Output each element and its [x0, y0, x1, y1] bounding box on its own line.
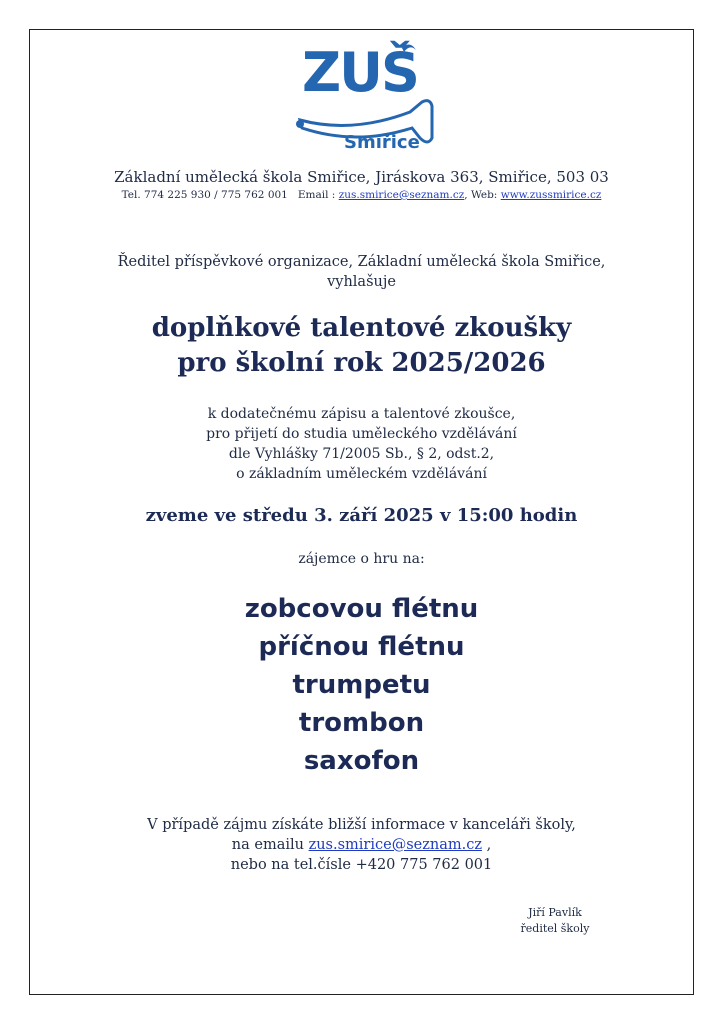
signature-block — [500, 905, 610, 937]
footer-line: nebo na tel.čísle +420 775 762 001 — [230, 857, 493, 873]
contact-line — [29, 189, 694, 201]
intro-text — [29, 252, 694, 292]
phone-text: Tel. 774 225 930 / 775 762 001 — [121, 189, 288, 201]
email-link[interactable]: zus.smirice@seznam.cz — [338, 189, 465, 201]
title-line: doplňkové talentové zkoušky — [151, 313, 572, 343]
intro-line: vyhlašuje — [327, 274, 396, 290]
interest-label: zájemce o hru na: — [298, 551, 425, 567]
instrument-item: zobcovou flétnu — [244, 594, 479, 624]
signature-role: ředitel školy — [520, 922, 590, 935]
footer-line: V případě zájmu získáte bližší informace v kanceláři školy, — [147, 817, 576, 833]
invitation-date: zveme ve středu 3. září 2025 v 15:00 hodin — [145, 505, 578, 526]
detail-line: pro přijetí do studia uměleckého vzdělávání — [206, 426, 517, 442]
footer-email-link[interactable]: zus.smirice@seznam.cz — [308, 837, 482, 853]
instrument-item: trombon — [298, 708, 425, 738]
footer-email-label: na emailu — [231, 837, 304, 853]
intro-line: Ředitel příspěvkové organizace, Základní umělecká škola Smiřice, — [117, 254, 606, 270]
instrument-item: trumpetu — [292, 670, 431, 700]
logo-subtext: Smiřice — [344, 132, 420, 153]
instrument-list — [29, 590, 694, 780]
footer-line — [29, 835, 694, 855]
web-label: , Web: — [464, 189, 498, 201]
school-logo — [292, 42, 442, 160]
logo-text: ZUŠ — [302, 41, 418, 104]
signature-name: Jiří Pavlík — [528, 906, 582, 919]
footer-info — [29, 815, 694, 875]
title-line: pro školní rok 2025/2026 — [177, 348, 546, 378]
email-label: Email : — [297, 189, 336, 201]
detail-line: o základním uměleckém vzdělávání — [236, 466, 487, 482]
school-address: Základní umělecká škola Smiřice, Jiráskova 363, Smiřice, 503 03 — [114, 168, 609, 186]
web-link[interactable]: www.zussmirice.cz — [500, 189, 602, 201]
detail-line: dle Vyhlášky 71/2005 Sb., § 2, odst.2, — [228, 446, 495, 462]
details-block — [29, 404, 694, 484]
detail-line: k dodatečnému zápisu a talentové zkoušce, — [207, 406, 516, 422]
instrument-item: saxofon — [303, 746, 420, 776]
instrument-item: příčnou flétnu — [258, 632, 465, 662]
document-title — [29, 311, 694, 381]
footer-email-suffix: , — [481, 837, 492, 853]
